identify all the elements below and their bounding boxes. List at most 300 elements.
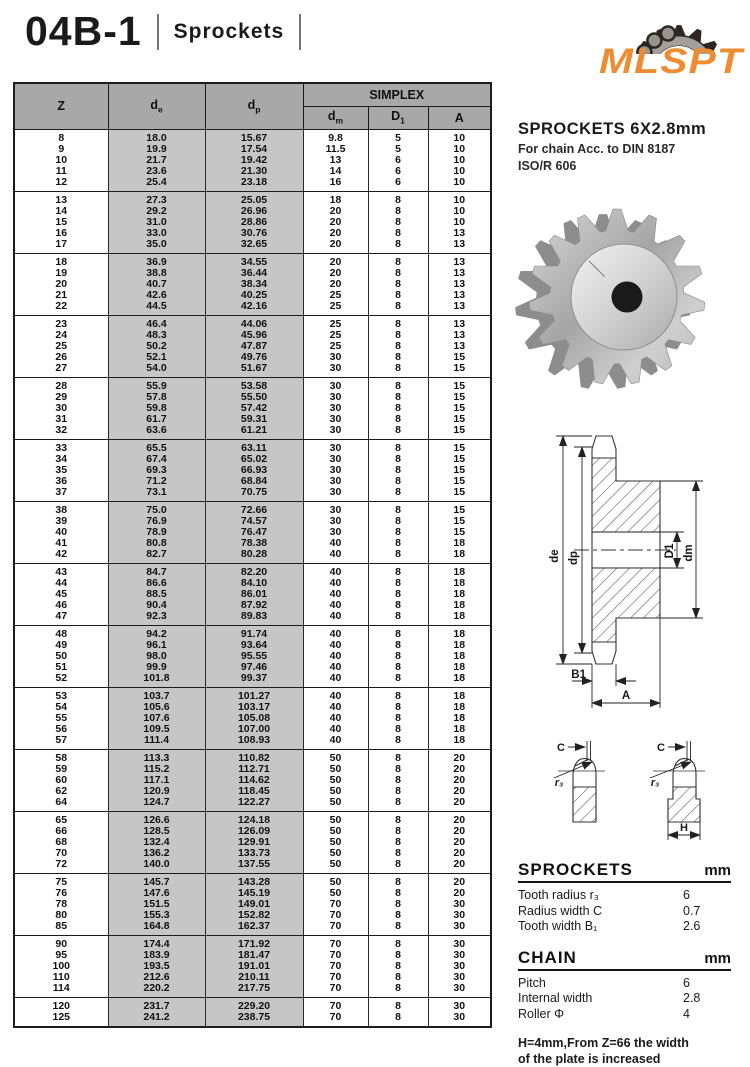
col-header-dp: $d_p$ — [205, 83, 303, 129]
table-row — [14, 315, 491, 330]
table-row — [14, 549, 491, 564]
z-cell: 48 — [14, 625, 108, 640]
dm-cell: 40 — [303, 713, 368, 724]
d1-cell: 8 — [368, 363, 428, 378]
dm-cell: 70 — [303, 961, 368, 972]
dp-cell: 34.55 — [205, 253, 303, 268]
z-cell: 59 — [14, 764, 108, 775]
dp-cell: 44.06 — [205, 315, 303, 330]
dp-cell: 107.00 — [205, 724, 303, 735]
a-cell: 13 — [428, 268, 491, 279]
dm-cell: 20 — [303, 253, 368, 268]
table-row — [14, 888, 491, 899]
d1-cell: 8 — [368, 662, 428, 673]
a-cell: 13 — [428, 290, 491, 301]
d1-cell: 8 — [368, 859, 428, 874]
page-title: 04B-1 — [25, 8, 142, 54]
d1-cell: 8 — [368, 997, 428, 1012]
d1-cell: 8 — [368, 687, 428, 702]
table-group — [14, 439, 491, 501]
de-cell: 98.0 — [108, 651, 205, 662]
a-cell: 20 — [428, 888, 491, 899]
a-cell: 30 — [428, 935, 491, 950]
a-cell: 15 — [428, 516, 491, 527]
dm-cell: 20 — [303, 217, 368, 228]
d1-cell: 8 — [368, 899, 428, 910]
a-cell: 13 — [428, 341, 491, 352]
z-cell: 78 — [14, 899, 108, 910]
d1-cell: 8 — [368, 191, 428, 206]
sprockets-spec-heading — [518, 860, 731, 883]
dp-cell: 26.96 — [205, 206, 303, 217]
dm-cell: 50 — [303, 888, 368, 899]
de-cell: 52.1 — [108, 352, 205, 363]
de-cell: 31.0 — [108, 217, 205, 228]
dm-cell: 30 — [303, 439, 368, 454]
dp-cell: 40.25 — [205, 290, 303, 301]
table-row — [14, 625, 491, 640]
dm-cell: 40 — [303, 673, 368, 688]
table-row — [14, 910, 491, 921]
dm-cell: 20 — [303, 228, 368, 239]
d1-cell: 8 — [368, 961, 428, 972]
d1-cell: 8 — [368, 439, 428, 454]
d1-cell: 8 — [368, 972, 428, 983]
dp-cell: 86.01 — [205, 589, 303, 600]
sprocket-spec-table-wrap — [13, 82, 492, 1028]
de-cell: 164.8 — [108, 921, 205, 936]
a-cell: 15 — [428, 425, 491, 440]
dm-cell: 70 — [303, 921, 368, 936]
z-cell: 75 — [14, 873, 108, 888]
dm-cell: 30 — [303, 501, 368, 516]
spec-value: 4 — [683, 1006, 690, 1021]
page-header — [25, 8, 316, 55]
z-cell: 58 — [14, 749, 108, 764]
de-cell: 80.8 — [108, 538, 205, 549]
spec-lists — [518, 860, 731, 1067]
z-cell: 28 — [14, 377, 108, 392]
dm-cell: 70 — [303, 899, 368, 910]
table-row — [14, 279, 491, 290]
d1-cell: 8 — [368, 315, 428, 330]
plate-width-note: H=4mm,From Z=66 the width of the plate is increased — [518, 1036, 689, 1066]
spec-row — [518, 976, 731, 992]
d1-cell: 8 — [368, 301, 428, 316]
dp-cell: 15.67 — [205, 129, 303, 144]
dm-cell: 50 — [303, 873, 368, 888]
d1-cell: 8 — [368, 465, 428, 476]
table-row — [14, 687, 491, 702]
d1-cell: 8 — [368, 673, 428, 688]
z-cell: 47 — [14, 611, 108, 626]
z-cell: 42 — [14, 549, 108, 564]
dp-cell: 30.76 — [205, 228, 303, 239]
dp-cell: 89.83 — [205, 611, 303, 626]
a-cell: 15 — [428, 352, 491, 363]
svg-text:de: de — [549, 549, 561, 563]
d1-cell: 8 — [368, 811, 428, 826]
a-cell: 10 — [428, 155, 491, 166]
z-cell: 21 — [14, 290, 108, 301]
z-cell: 45 — [14, 589, 108, 600]
table-row — [14, 764, 491, 775]
a-cell: 18 — [428, 611, 491, 626]
a-cell: 18 — [428, 563, 491, 578]
table-row — [14, 377, 491, 392]
z-cell: 30 — [14, 403, 108, 414]
dp-cell: 145.19 — [205, 888, 303, 899]
dm-cell: 30 — [303, 527, 368, 538]
sprockets-spec-unit: mm — [704, 862, 731, 879]
de-cell: 36.9 — [108, 253, 205, 268]
z-cell: 66 — [14, 826, 108, 837]
col-header-a: A — [428, 106, 491, 129]
table-row — [14, 217, 491, 228]
a-cell: 15 — [428, 476, 491, 487]
dp-cell: 126.09 — [205, 826, 303, 837]
col-header-simplex: SIMPLEX — [303, 83, 491, 106]
dp-cell: 72.66 — [205, 501, 303, 516]
a-cell: 18 — [428, 724, 491, 735]
de-cell: 92.3 — [108, 611, 205, 626]
dm-cell: 30 — [303, 352, 368, 363]
a-cell: 15 — [428, 501, 491, 516]
table-row — [14, 341, 491, 352]
table-row — [14, 290, 491, 301]
dm-cell: 40 — [303, 687, 368, 702]
z-cell: 46 — [14, 600, 108, 611]
dp-cell: 143.28 — [205, 873, 303, 888]
sprockets-spec-items — [518, 888, 731, 935]
dm-cell: 25 — [303, 315, 368, 330]
d1-cell: 8 — [368, 476, 428, 487]
table-row — [14, 749, 491, 764]
z-cell: 35 — [14, 465, 108, 476]
dp-cell: 47.87 — [205, 341, 303, 352]
a-cell: 15 — [428, 392, 491, 403]
dm-cell: 50 — [303, 837, 368, 848]
d1-cell: 8 — [368, 290, 428, 301]
dp-cell: 229.20 — [205, 997, 303, 1012]
dp-cell: 63.11 — [205, 439, 303, 454]
dp-cell: 36.44 — [205, 268, 303, 279]
a-cell: 18 — [428, 735, 491, 750]
table-row — [14, 414, 491, 425]
table-group — [14, 563, 491, 625]
dp-cell: 42.16 — [205, 301, 303, 316]
a-cell: 13 — [428, 279, 491, 290]
table-row — [14, 640, 491, 651]
page-subtitle: Sprockets — [173, 19, 285, 43]
z-cell: 16 — [14, 228, 108, 239]
d1-cell: 8 — [368, 764, 428, 775]
dp-cell: 53.58 — [205, 377, 303, 392]
de-cell: 86.6 — [108, 578, 205, 589]
dm-cell: 18 — [303, 191, 368, 206]
dm-cell: 30 — [303, 392, 368, 403]
a-cell: 30 — [428, 1012, 491, 1027]
dp-cell: 110.82 — [205, 749, 303, 764]
a-cell: 15 — [428, 487, 491, 502]
dp-cell: 93.64 — [205, 640, 303, 651]
a-cell: 13 — [428, 253, 491, 268]
spec-label: Pitch — [518, 975, 546, 990]
a-cell: 30 — [428, 899, 491, 910]
de-cell: 42.6 — [108, 290, 205, 301]
d1-cell: 8 — [368, 848, 428, 859]
dp-cell: 25.05 — [205, 191, 303, 206]
d1-cell: 8 — [368, 935, 428, 950]
a-cell: 30 — [428, 983, 491, 998]
de-cell: 38.8 — [108, 268, 205, 279]
d1-cell: 5 — [368, 144, 428, 155]
dp-cell: 217.75 — [205, 983, 303, 998]
de-cell: 151.5 — [108, 899, 205, 910]
a-cell: 20 — [428, 811, 491, 826]
table-row — [14, 797, 491, 812]
a-cell: 10 — [428, 191, 491, 206]
z-cell: 65 — [14, 811, 108, 826]
title-separator — [299, 14, 301, 50]
table-row — [14, 702, 491, 713]
d1-cell: 8 — [368, 640, 428, 651]
table-row — [14, 268, 491, 279]
d1-cell: 8 — [368, 253, 428, 268]
table-row — [14, 611, 491, 626]
table-row — [14, 997, 491, 1012]
de-cell: 48.3 — [108, 330, 205, 341]
d1-cell: 8 — [368, 589, 428, 600]
a-cell: 18 — [428, 578, 491, 589]
dp-cell: 99.37 — [205, 673, 303, 688]
product-standard-line: For chain Acc. to DIN 8187 — [518, 142, 676, 156]
col-header-de: $d_e$ — [108, 83, 205, 129]
dm-cell: 70 — [303, 950, 368, 961]
spec-label: Tooth width B₁ — [518, 919, 598, 933]
z-cell: 31 — [14, 414, 108, 425]
z-cell: 110 — [14, 972, 108, 983]
de-cell: 103.7 — [108, 687, 205, 702]
col-header-d1: $D_1$ — [368, 106, 428, 129]
table-row — [14, 538, 491, 549]
de-cell: 57.8 — [108, 392, 205, 403]
d1-cell: 8 — [368, 578, 428, 589]
table-group — [14, 997, 491, 1027]
de-cell: 111.4 — [108, 735, 205, 750]
d1-cell: 8 — [368, 268, 428, 279]
spec-row — [518, 991, 731, 1007]
dp-cell: 49.76 — [205, 352, 303, 363]
spec-label: Radius width C — [518, 903, 603, 918]
table-row — [14, 439, 491, 454]
svg-text:r₃: r₃ — [554, 777, 564, 789]
table-row — [14, 501, 491, 516]
dp-cell: 118.45 — [205, 786, 303, 797]
table-header — [14, 83, 491, 129]
dm-cell: 9.8 — [303, 129, 368, 144]
d1-cell: 8 — [368, 403, 428, 414]
a-cell: 18 — [428, 549, 491, 564]
dp-cell: 66.93 — [205, 465, 303, 476]
a-cell: 18 — [428, 702, 491, 713]
d1-cell: 8 — [368, 651, 428, 662]
table-group — [14, 501, 491, 563]
de-cell: 25.4 — [108, 177, 205, 192]
a-cell: 13 — [428, 315, 491, 330]
a-cell: 30 — [428, 972, 491, 983]
de-cell: 55.9 — [108, 377, 205, 392]
z-cell: 50 — [14, 651, 108, 662]
de-cell: 75.0 — [108, 501, 205, 516]
table-row — [14, 786, 491, 797]
z-cell: 114 — [14, 983, 108, 998]
table-group — [14, 253, 491, 315]
dm-cell: 40 — [303, 651, 368, 662]
z-cell: 9 — [14, 144, 108, 155]
a-cell: 20 — [428, 797, 491, 812]
z-cell: 55 — [14, 713, 108, 724]
table-row — [14, 837, 491, 848]
d1-cell: 8 — [368, 873, 428, 888]
table-row — [14, 563, 491, 578]
dm-cell: 70 — [303, 935, 368, 950]
z-cell: 90 — [14, 935, 108, 950]
z-cell: 36 — [14, 476, 108, 487]
z-cell: 26 — [14, 352, 108, 363]
dp-cell: 210.11 — [205, 972, 303, 983]
table-row — [14, 724, 491, 735]
dp-cell: 87.92 — [205, 600, 303, 611]
spec-row — [518, 1007, 731, 1023]
table-row — [14, 330, 491, 341]
chain-spec-title: CHAIN — [518, 947, 577, 967]
a-cell: 13 — [428, 228, 491, 239]
table-group — [14, 749, 491, 811]
spec-label: Roller Φ — [518, 1006, 565, 1021]
spec-value: 2.8 — [683, 991, 701, 1005]
a-cell: 20 — [428, 786, 491, 797]
table-group — [14, 935, 491, 997]
spec-label: Tooth radius r₃ — [518, 888, 599, 902]
a-cell: 30 — [428, 961, 491, 972]
title-separator — [157, 14, 159, 50]
d1-cell: 8 — [368, 910, 428, 921]
col-header-dm: $d_m$ — [303, 106, 368, 129]
a-cell: 30 — [428, 997, 491, 1012]
product-iso-line: ISO/R 606 — [518, 159, 577, 173]
dm-cell: 30 — [303, 487, 368, 502]
table-row — [14, 465, 491, 476]
table-row — [14, 363, 491, 378]
chain-roller-icon — [661, 27, 675, 41]
d1-cell: 8 — [368, 549, 428, 564]
de-cell: 147.6 — [108, 888, 205, 899]
a-cell: 20 — [428, 749, 491, 764]
dm-cell: 50 — [303, 797, 368, 812]
de-cell: 21.7 — [108, 155, 205, 166]
de-cell: 76.9 — [108, 516, 205, 527]
table-row — [14, 476, 491, 487]
d1-cell: 8 — [368, 713, 428, 724]
de-cell: 128.5 — [108, 826, 205, 837]
de-cell: 46.4 — [108, 315, 205, 330]
d1-cell: 8 — [368, 330, 428, 341]
table-group — [14, 129, 491, 191]
table-row — [14, 527, 491, 538]
z-cell: 60 — [14, 775, 108, 786]
de-cell: 50.2 — [108, 341, 205, 352]
z-cell: 76 — [14, 888, 108, 899]
dm-cell: 70 — [303, 997, 368, 1012]
table-row — [14, 403, 491, 414]
dm-cell: 40 — [303, 589, 368, 600]
d1-cell: 8 — [368, 749, 428, 764]
table-row — [14, 191, 491, 206]
de-cell: 23.6 — [108, 166, 205, 177]
d1-cell: 8 — [368, 516, 428, 527]
dm-cell: 11.5 — [303, 144, 368, 155]
d1-cell: 8 — [368, 724, 428, 735]
dm-cell: 50 — [303, 786, 368, 797]
z-cell: 64 — [14, 797, 108, 812]
spec-value: 6 — [683, 975, 690, 990]
z-cell: 62 — [14, 786, 108, 797]
spec-row — [518, 919, 731, 935]
z-cell: 20 — [14, 279, 108, 290]
a-cell: 15 — [428, 527, 491, 538]
de-cell: 145.7 — [108, 873, 205, 888]
z-cell: 80 — [14, 910, 108, 921]
a-cell: 18 — [428, 687, 491, 702]
dm-cell: 14 — [303, 166, 368, 177]
dp-cell: 32.65 — [205, 239, 303, 254]
z-cell: 22 — [14, 301, 108, 316]
d1-cell: 8 — [368, 888, 428, 899]
d1-cell: 6 — [368, 166, 428, 177]
z-cell: 24 — [14, 330, 108, 341]
dp-cell: 80.28 — [205, 549, 303, 564]
dp-cell: 108.93 — [205, 735, 303, 750]
a-cell: 30 — [428, 950, 491, 961]
de-cell: 140.0 — [108, 859, 205, 874]
de-cell: 241.2 — [108, 1012, 205, 1027]
d1-cell: 8 — [368, 279, 428, 290]
d1-cell: 8 — [368, 600, 428, 611]
dp-cell: 238.75 — [205, 1012, 303, 1027]
de-cell: 84.7 — [108, 563, 205, 578]
de-cell: 54.0 — [108, 363, 205, 378]
a-cell: 18 — [428, 640, 491, 651]
dm-cell: 50 — [303, 749, 368, 764]
dp-cell: 103.17 — [205, 702, 303, 713]
de-cell: 90.4 — [108, 600, 205, 611]
tooth-profiles — [558, 759, 705, 822]
dm-cell: 70 — [303, 1012, 368, 1027]
z-cell: 34 — [14, 454, 108, 465]
svg-text:dm: dm — [683, 544, 695, 562]
spec-label: Internal width — [518, 991, 593, 1005]
a-cell: 13 — [428, 301, 491, 316]
dm-cell: 30 — [303, 476, 368, 487]
z-cell: 100 — [14, 961, 108, 972]
de-cell: 29.2 — [108, 206, 205, 217]
d1-cell: 8 — [368, 950, 428, 961]
dm-cell: 50 — [303, 826, 368, 837]
svg-text:C: C — [557, 742, 565, 754]
dp-cell: 51.67 — [205, 363, 303, 378]
d1-cell: 8 — [368, 352, 428, 363]
